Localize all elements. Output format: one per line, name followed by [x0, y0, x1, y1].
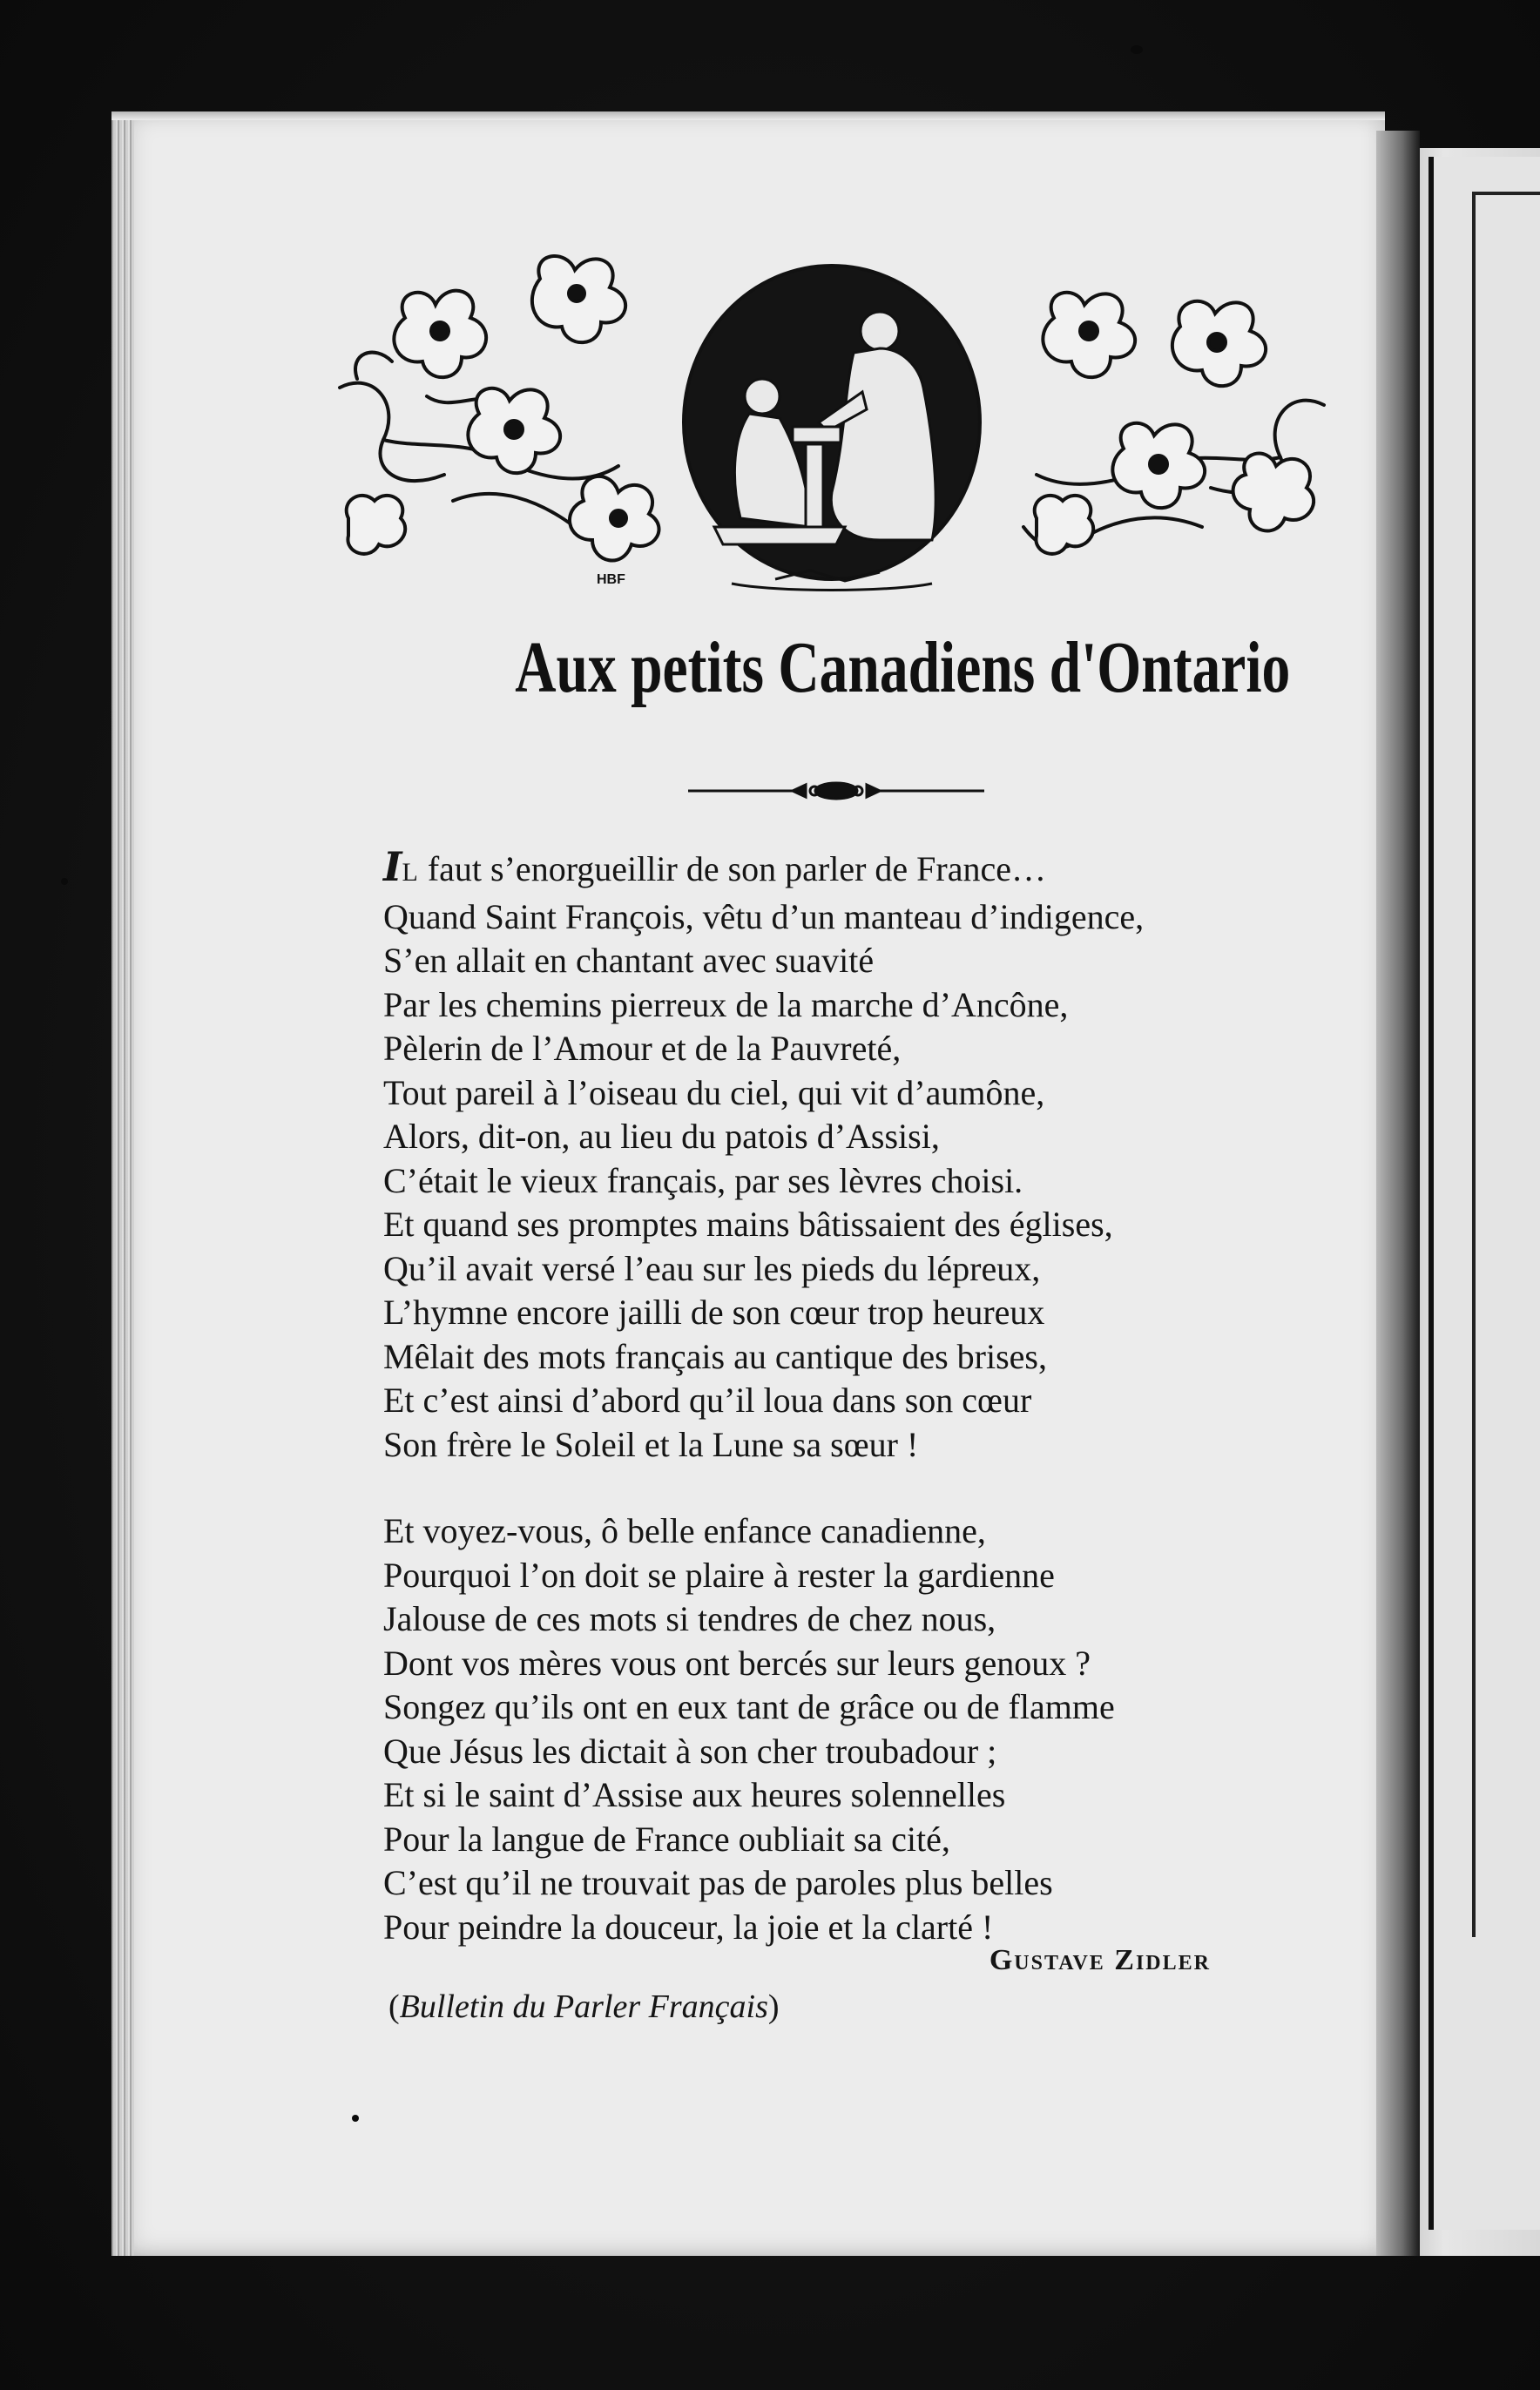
poem-line: L’hymne encore jailli de son cœur trop heureux: [383, 1293, 1045, 1332]
vignette-monogram: HBF: [597, 572, 625, 587]
poem-line: Pèlerin de l’Amour et de la Pauvreté,: [383, 1029, 902, 1068]
poem-line: Dont vos mères vous ont bercés sur leurs genoux ?: [383, 1643, 1091, 1683]
facing-page-frame: [1472, 192, 1540, 1937]
poem-line: [383, 845, 1333, 895]
stanza-2: [383, 1509, 1333, 1949]
spine-shadow: [1376, 131, 1420, 2256]
page-stack-edge: [111, 111, 134, 2256]
drop-cap-continuation: L: [402, 858, 419, 887]
poem-line: Que Jésus les dictait à son cher troubadour ;: [383, 1731, 997, 1771]
dust-speck: [61, 878, 68, 885]
poem-line: C’était le vieux français, par ses lèvres choisi.: [383, 1160, 1023, 1200]
floral-vignette-illustration: [322, 240, 1333, 605]
source-close-paren: ): [767, 1988, 780, 2025]
page-title: Aux petits Canadiens d'Ontario: [515, 627, 1291, 708]
poem-line: Qu’il avait versé l’eau sur les pieds du lépreux,: [383, 1248, 1041, 1288]
poem-line: Mêlait des mots français au cantique des brises,: [383, 1336, 1047, 1376]
source-open-paren: (: [388, 1988, 400, 2025]
drop-cap: I: [383, 843, 402, 890]
poem-line: Pourquoi l’on doit se plaire à rester la gardienne: [383, 1555, 1055, 1595]
source-title: Bulletin du Parler Français: [399, 1988, 768, 2025]
page-top-edge: [111, 111, 1385, 120]
title-ornament-divider: [688, 773, 984, 808]
dust-speck: [352, 2115, 359, 2122]
poem-line: Et c’est ainsi d’abord qu’il loua dans son cœur: [383, 1381, 1032, 1420]
poem-line: Et voyez-vous, ô belle enfance canadienne,: [383, 1511, 986, 1550]
poem-line: Son frère le Soleil et la Lune sa sœur !: [383, 1424, 919, 1464]
poem-line: Tout pareil à l’oiseau du ciel, qui vit d’aumône,: [383, 1072, 1045, 1112]
author-signature: Gustave Zidler: [989, 1944, 1211, 1976]
poem-line: Et quand ses promptes mains bâtissaient des églises,: [383, 1205, 1113, 1244]
first-line-text: faut s’enorgueillir de son parler de France…: [418, 849, 1046, 888]
poem-line: S’en allait en chantant avec suavité: [383, 941, 875, 980]
poem-line: Alors, dit-on, au lieu du patois d’Assisi,: [383, 1117, 940, 1156]
poem-body: [383, 845, 1333, 1992]
poem-line: Pour peindre la douceur, la joie et la clarté !: [383, 1907, 994, 1947]
source-citation: [388, 1988, 911, 2026]
stanza-1: [383, 845, 1333, 1467]
poem-line: Songez qu’ils ont en eux tant de grâce ou de flamme: [383, 1687, 1115, 1726]
poem-line: Pour la langue de France oubliait sa cité,: [383, 1819, 950, 1859]
dust-speck: [1131, 45, 1143, 54]
poem-line: Jalouse de ces mots si tendres de chez nous,: [383, 1599, 996, 1638]
poem-line: Par les chemins pierreux de la marche d’Ancône,: [383, 984, 1069, 1024]
poem-line: Et si le saint d’Assise aux heures solennelles: [383, 1775, 1006, 1814]
poem-line: Quand Saint François, vêtu d’un manteau d’indigence,: [383, 896, 1145, 936]
poem-line: C’est qu’il ne trouvait pas de paroles plus belles: [383, 1863, 1053, 1902]
